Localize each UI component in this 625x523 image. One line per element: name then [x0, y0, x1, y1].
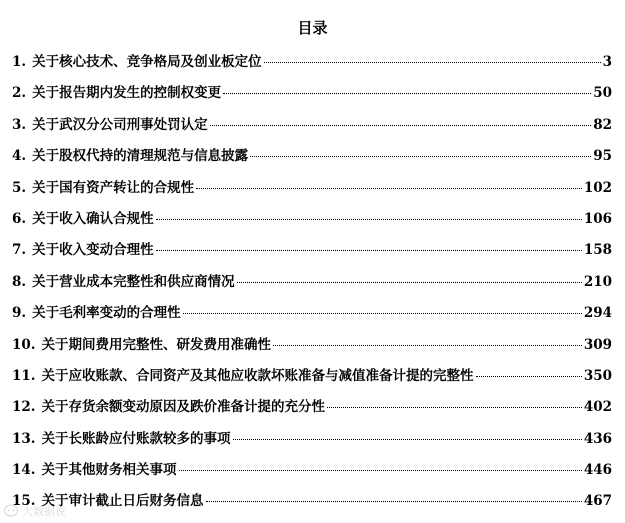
- toc-title: 目录: [297, 19, 328, 37]
- toc-dot-leader: [237, 282, 582, 283]
- toc-entry-page: 95: [593, 148, 612, 165]
- toc-entry[interactable]: [12, 424, 612, 455]
- toc-dot-leader: [273, 345, 582, 346]
- toc-entry[interactable]: [12, 267, 612, 298]
- toc-entry-page: 294: [583, 305, 612, 322]
- toc-dot-leader: [210, 125, 592, 126]
- toc-entry-page: 467: [583, 493, 612, 510]
- toc-entry[interactable]: [12, 78, 612, 109]
- toc-entry-number: 12.: [12, 399, 36, 416]
- toc-entry-page: 50: [593, 85, 612, 102]
- toc-entry-page: 436: [583, 430, 612, 447]
- toc-dot-leader: [156, 219, 582, 220]
- toc-entry[interactable]: [12, 141, 612, 172]
- toc-entry[interactable]: [12, 110, 612, 141]
- toc-entry[interactable]: [12, 330, 612, 361]
- toc-entry-text: 关于股权代持的清理规范与信息披露: [32, 148, 249, 165]
- toc-entry[interactable]: [12, 298, 612, 329]
- toc-dot-leader: [264, 62, 601, 63]
- toc-entry-page: 350: [583, 367, 612, 384]
- toc-entry-number: 9.: [12, 305, 27, 322]
- toc-entry[interactable]: [12, 392, 612, 423]
- toc-dot-leader: [183, 313, 582, 314]
- chat-bubble-icon: [3, 503, 19, 519]
- toc-entry-text: 关于审计截止日后财务信息: [41, 493, 204, 510]
- toc-dot-leader: [196, 188, 582, 189]
- watermark-text: 大数据说: [22, 505, 66, 518]
- toc-entry-number: 3.: [12, 116, 27, 133]
- toc-entry[interactable]: [12, 361, 612, 392]
- toc-entry-number: 11.: [12, 367, 36, 384]
- toc-entry-number: 7.: [12, 242, 27, 259]
- toc-entry-text: 关于武汉分公司刑事处罚认定: [32, 116, 208, 133]
- toc-entry-page: 158: [583, 242, 612, 259]
- toc-entry[interactable]: [12, 486, 612, 517]
- toc-entry-text: 关于应收账款、合同资产及其他应收款坏账准备与减值准备计提的完整性: [41, 367, 474, 384]
- toc-entry[interactable]: [12, 235, 612, 266]
- toc-entry[interactable]: [12, 204, 612, 235]
- toc-entry-text: 关于收入确认合规性: [32, 210, 154, 227]
- toc-entry-page: 210: [583, 273, 612, 290]
- toc-entry-text: 关于营业成本完整性和供应商情况: [32, 273, 235, 290]
- toc-entry-text: 关于国有资产转让的合规性: [32, 179, 195, 196]
- toc-entry-page: 82: [593, 116, 612, 133]
- watermark: [3, 503, 66, 519]
- toc-entry-number: 6.: [12, 210, 27, 227]
- toc-entry-number: 14.: [12, 462, 36, 479]
- toc-dot-leader: [233, 439, 582, 440]
- toc-entry-text: 关于期间费用完整性、研发费用准确性: [41, 336, 271, 353]
- toc-entry-page: 3: [602, 54, 612, 70]
- toc-entry-number: 5.: [12, 179, 27, 196]
- toc-entry-text: 关于报告期内发生的控制权变更: [32, 85, 222, 102]
- toc-dot-leader: [223, 93, 591, 94]
- toc-entry[interactable]: [12, 455, 612, 486]
- toc-dot-leader: [250, 156, 591, 157]
- toc-entry-number: 13.: [12, 430, 36, 447]
- toc-entry-number: 10.: [12, 336, 36, 353]
- toc-entry-text: 关于收入变动合理性: [32, 242, 154, 259]
- toc-entry-number: 8.: [12, 273, 27, 290]
- toc-entry[interactable]: [12, 47, 612, 78]
- toc-entry-text: 关于长账龄应付账款较多的事项: [41, 430, 231, 447]
- toc-entry-number: 1.: [12, 54, 27, 70]
- toc-entry-text: 关于核心技术、竞争格局及创业板定位: [32, 54, 262, 70]
- toc-dot-leader: [206, 501, 582, 502]
- toc-entry-page: 446: [583, 462, 612, 479]
- toc-dot-leader: [476, 376, 582, 377]
- toc-entry-number: 2.: [12, 85, 27, 102]
- toc-entry[interactable]: [12, 173, 612, 204]
- toc-entry-page: 402: [583, 399, 612, 416]
- toc-dot-leader: [179, 470, 582, 471]
- toc-entry-number: 4.: [12, 148, 27, 165]
- toc-entry-number: 15.: [12, 493, 36, 510]
- toc-dot-leader: [156, 250, 582, 251]
- toc-dot-leader: [327, 407, 582, 408]
- toc-entry-text: 关于存货余额变动原因及跌价准备计提的充分性: [41, 399, 325, 416]
- toc-entry-page: 102: [583, 179, 612, 196]
- toc-entry-text: 关于毛利率变动的合理性: [32, 305, 181, 322]
- toc-entry-page: 309: [583, 336, 612, 353]
- toc-list: [12, 47, 612, 518]
- toc-entry-text: 关于其他财务相关事项: [41, 462, 177, 479]
- toc-entry-page: 106: [583, 210, 612, 227]
